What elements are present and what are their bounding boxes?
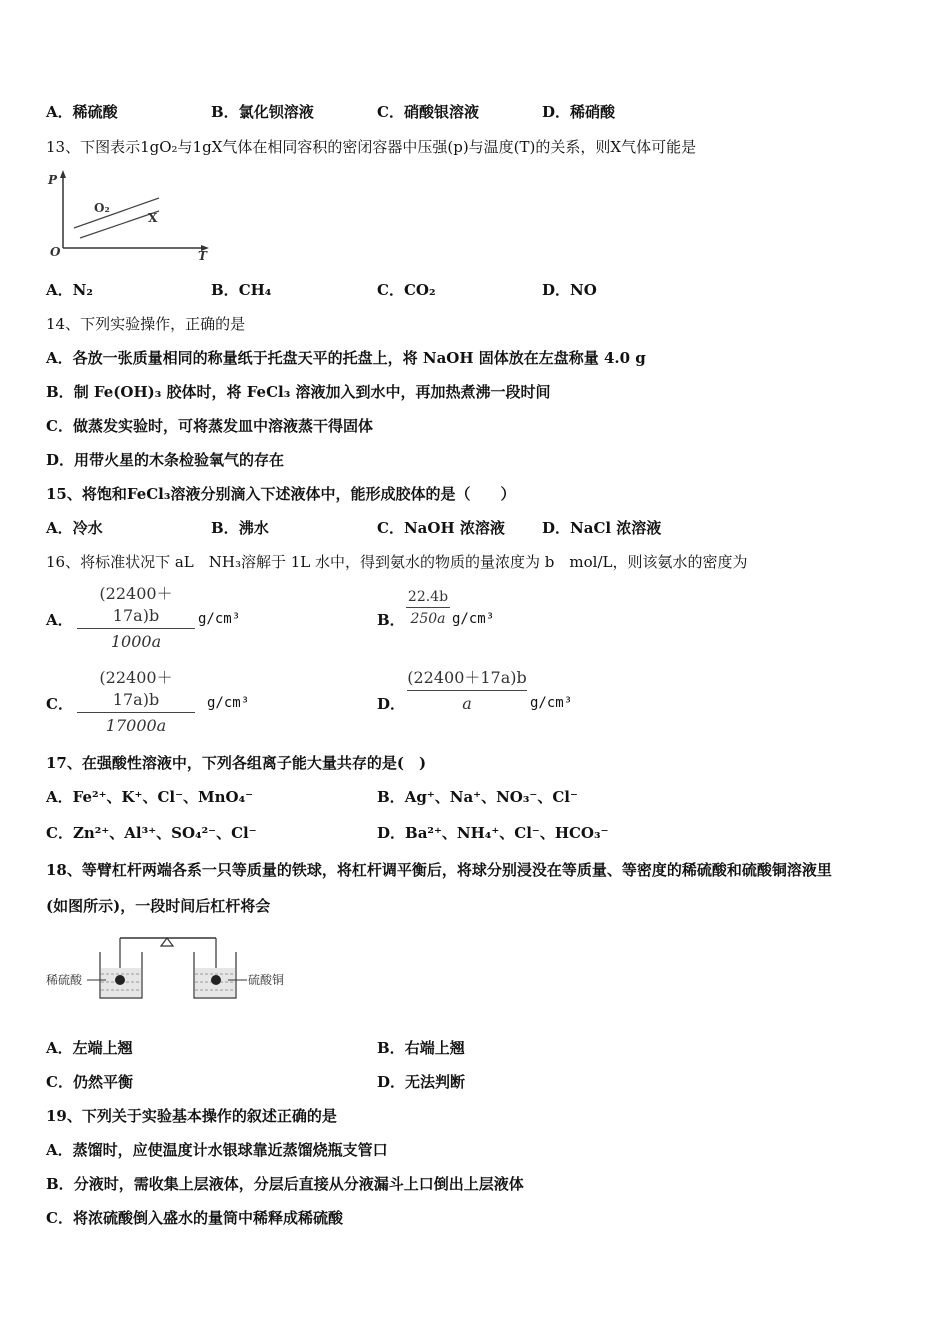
numerator: (22400＋17a)b bbox=[99, 668, 173, 709]
option-text: 做蒸发实验时，可将蒸发皿中溶液蒸干得固体 bbox=[72, 417, 373, 435]
option-text: NaOH 浓溶液 bbox=[403, 519, 505, 537]
option-letter: A． bbox=[46, 1141, 73, 1159]
q15-option-c bbox=[377, 518, 505, 538]
option-letter: B． bbox=[46, 1175, 74, 1193]
option-text: Zn²⁺、Al³⁺、SO₄²⁻、Cl⁻ bbox=[72, 824, 257, 842]
option-letter: C． bbox=[377, 103, 404, 121]
q17-option-c bbox=[46, 823, 257, 843]
q19-option-c bbox=[46, 1208, 343, 1228]
q14-option-d bbox=[46, 450, 284, 470]
left-iron-ball bbox=[115, 975, 125, 985]
q17-stem: 17、在强酸性溶液中，下列各组离子能大量共存的是( ) bbox=[46, 754, 427, 772]
option-letter: D． bbox=[377, 1073, 406, 1091]
option-text: 用带火星的木条检验氧气的存在 bbox=[74, 451, 285, 469]
option-text: Ag⁺、Na⁺、NO₃⁻、Cl⁻ bbox=[404, 788, 578, 806]
origin-label: O bbox=[50, 245, 61, 259]
q17-option-a bbox=[46, 787, 253, 807]
option-text: 分液时，需收集上层液体，分层后直接从分液漏斗上口倒出上层液体 bbox=[73, 1175, 524, 1193]
option-text: 制 Fe(OH)₃ 胶体时，将 FeCl₃ 溶液加入到水中，再加热煮沸一段时间 bbox=[73, 383, 551, 401]
q12-option-c bbox=[377, 102, 479, 122]
option-text: 将浓硫酸倒入盛水的量筒中稀释成稀硫酸 bbox=[72, 1209, 343, 1227]
fraction-bar bbox=[406, 607, 450, 608]
q13-stem: 13、下图表示1gO₂与1gX气体在相同容积的密闭容器中压强(p)与温度(T)的关系，则X气体可能是 bbox=[46, 138, 697, 156]
curve-o2 bbox=[74, 198, 159, 228]
q13-option-c bbox=[377, 280, 436, 300]
option-letter: C． bbox=[46, 1209, 73, 1227]
fulcrum bbox=[161, 938, 173, 946]
q12-option-a bbox=[46, 102, 118, 122]
q18-lever-beaker-figure bbox=[44, 924, 294, 1006]
option-letter: A． bbox=[46, 519, 73, 537]
left-label: 稀硫酸 bbox=[46, 973, 83, 987]
option-text: NO bbox=[570, 281, 597, 299]
option-letter: A． bbox=[46, 349, 73, 367]
option-letter: A． bbox=[46, 788, 73, 806]
option-text: CH₄ bbox=[238, 281, 272, 299]
option-letter: C． bbox=[46, 1073, 73, 1091]
q13-option-b bbox=[211, 280, 271, 300]
q14-option-b bbox=[46, 382, 551, 402]
option-letter: A． bbox=[46, 1039, 73, 1057]
option-letter: C． bbox=[377, 281, 404, 299]
denominator: 250a bbox=[410, 611, 446, 627]
option-text: 氯化钡溶液 bbox=[238, 103, 314, 121]
denominator: 17000a bbox=[105, 716, 167, 735]
q16-option-c-letter: C． bbox=[46, 695, 73, 713]
q16-option-d-unit: g/cm³ bbox=[530, 695, 573, 711]
denominator: a bbox=[462, 694, 472, 713]
option-text: 稀硫酸 bbox=[72, 103, 118, 121]
q15-option-b bbox=[211, 518, 269, 538]
numerator: 22.4b bbox=[407, 589, 449, 605]
option-text: 冷水 bbox=[72, 519, 103, 537]
option-letter: A． bbox=[46, 281, 73, 299]
q14-option-a bbox=[46, 348, 646, 368]
q17-option-d bbox=[377, 823, 609, 843]
option-text: 无法判断 bbox=[405, 1073, 466, 1091]
denominator: 1000a bbox=[110, 632, 162, 651]
option-text: 沸水 bbox=[238, 519, 269, 537]
q19-stem: 19、下列关于实验基本操作的叙述正确的是 bbox=[46, 1107, 337, 1125]
option-text: Fe²⁺、K⁺、Cl⁻、MnO₄⁻ bbox=[72, 788, 254, 806]
q16-option-d-letter: D． bbox=[377, 695, 406, 713]
q13-option-d bbox=[542, 280, 597, 300]
option-text: 稀硝酸 bbox=[570, 103, 616, 121]
option-text: CO₂ bbox=[403, 281, 436, 299]
fraction-bar bbox=[77, 712, 195, 713]
option-text: 仍然平衡 bbox=[72, 1073, 133, 1091]
q12-option-b bbox=[211, 102, 314, 122]
option-letter: C． bbox=[46, 824, 73, 842]
q16-option-a-fraction bbox=[77, 583, 195, 653]
fraction-bar bbox=[407, 690, 527, 691]
q17-option-b bbox=[377, 787, 578, 807]
q18-option-c bbox=[46, 1072, 133, 1092]
option-letter: B． bbox=[211, 519, 239, 537]
curve-x-label: X bbox=[148, 211, 158, 225]
option-letter: A． bbox=[46, 103, 73, 121]
right-iron-ball bbox=[211, 975, 221, 985]
q16-option-b-letter: B． bbox=[377, 611, 405, 629]
q16-option-c-unit: g/cm³ bbox=[207, 695, 250, 711]
q18-stem-line1: 18、等臂杠杆两端各系一只等质量的铁球，将杠杆调平衡后，将球分别浸没在等质量、等密度的稀硫酸和硫酸铜溶液里 bbox=[46, 861, 832, 879]
option-letter: D． bbox=[46, 451, 75, 469]
q16-option-b-unit: g/cm³ bbox=[452, 611, 495, 627]
q15-option-a bbox=[46, 518, 103, 538]
option-letter: D． bbox=[542, 519, 571, 537]
q13-pressure-temperature-graph bbox=[44, 168, 219, 263]
q18-option-d bbox=[377, 1072, 465, 1092]
q16-option-c-fraction bbox=[77, 667, 195, 737]
fraction-bar bbox=[77, 628, 195, 629]
option-text: 硝酸银溶液 bbox=[403, 103, 479, 121]
option-text: 左端上翘 bbox=[72, 1039, 133, 1057]
option-letter: B． bbox=[211, 281, 239, 299]
q16-option-d-fraction bbox=[407, 667, 527, 715]
option-letter: C． bbox=[46, 417, 73, 435]
y-axis-label: P bbox=[48, 173, 58, 187]
x-axis-label: T bbox=[198, 249, 207, 263]
q12-option-d bbox=[542, 102, 615, 122]
q19-option-a bbox=[46, 1140, 388, 1160]
q19-option-b bbox=[46, 1174, 524, 1194]
q18-stem-line2: (如图所示)，一段时间后杠杆将会 bbox=[46, 897, 271, 915]
q13-option-a bbox=[46, 280, 93, 300]
option-letter: B． bbox=[46, 383, 74, 401]
right-label: 硫酸铜 bbox=[248, 973, 285, 987]
numerator: (22400＋17a)b bbox=[99, 584, 173, 625]
q16-option-a-letter: A． bbox=[46, 611, 73, 629]
y-axis-arrow bbox=[60, 170, 66, 178]
option-letter: B． bbox=[377, 1039, 405, 1057]
option-letter: D． bbox=[377, 824, 406, 842]
q14-option-c bbox=[46, 416, 373, 436]
q15-stem: 15、将饱和FeCl₃溶液分别滴入下述液体中，能形成胶体的是（ ） bbox=[46, 485, 516, 503]
option-text: 各放一张质量相同的称量纸于托盘天平的托盘上，将 NaOH 固体放在左盘称量 4.0 g bbox=[72, 349, 646, 367]
q15-option-d bbox=[542, 518, 661, 538]
option-text: Ba²⁺、NH₄⁺、Cl⁻、HCO₃⁻ bbox=[405, 824, 609, 842]
option-letter: B． bbox=[211, 103, 239, 121]
option-letter: C． bbox=[377, 519, 404, 537]
curve-o2-label: O₂ bbox=[94, 201, 110, 215]
option-letter: D． bbox=[542, 103, 571, 121]
q16-option-b-fraction bbox=[406, 588, 450, 628]
option-text: 蒸馏时，应使温度计水银球靠近蒸馏烧瓶支管口 bbox=[72, 1141, 388, 1159]
option-letter: D． bbox=[542, 281, 571, 299]
q16-option-a-unit: g/cm³ bbox=[198, 611, 241, 627]
q14-stem: 14、下列实验操作，正确的是 bbox=[46, 315, 246, 333]
q18-option-a bbox=[46, 1038, 133, 1058]
option-text: NaCl 浓溶液 bbox=[570, 519, 662, 537]
q16-stem: 16、将标准状况下 aL NH₃溶解于 1L 水中，得到氨水的物质的量浓度为 b mol/L，则该氨水的密度为 bbox=[46, 553, 748, 571]
q18-option-b bbox=[377, 1038, 465, 1058]
numerator: (22400＋17a)b bbox=[407, 668, 527, 687]
option-letter: B． bbox=[377, 788, 405, 806]
option-text: N₂ bbox=[72, 281, 93, 299]
option-text: 右端上翘 bbox=[404, 1039, 465, 1057]
